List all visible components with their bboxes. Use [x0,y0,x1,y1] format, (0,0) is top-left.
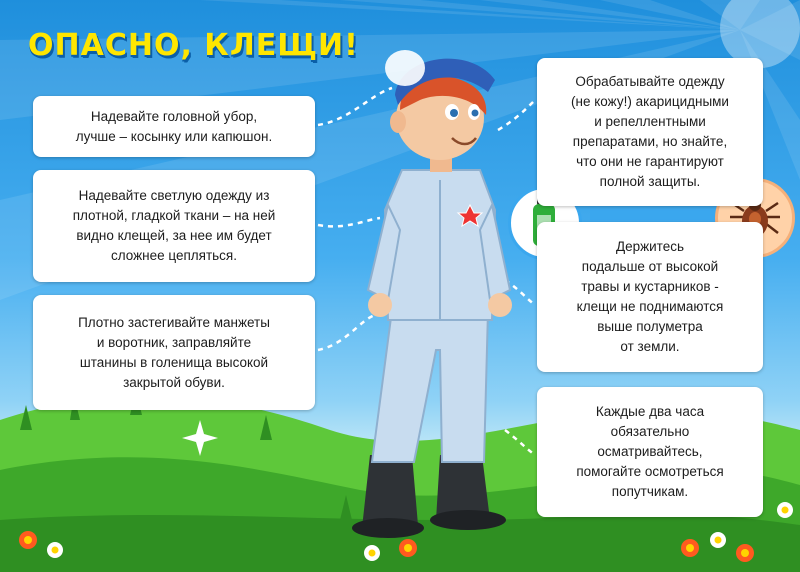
tip-text: Держитесь подальше от высокой травы и кустарников - клещи не поднимаются выше полуметра от земли. [576,239,724,354]
tip-text: Каждые два часа обязательно осматривайтесь, помогайте осмотреться попутчикам. [576,404,724,499]
connector-bar [590,210,718,220]
tip-card-repellent [537,58,763,206]
tip-card-light-clothing [33,170,315,282]
tip-card-inspect [537,387,763,517]
tip-card-avoid-grass [537,222,763,372]
tip-card-headwear [33,96,315,157]
poster-title: ОПАСНО, КЛЕЩИ! [28,28,359,63]
tip-text: Плотно застегивайте манжеты и воротник, заправляйте штанины в голенища высокой закрытой обуви. [78,314,270,390]
tip-text: Надевайте головной убор, лучше – косынку или капюшон. [75,108,273,144]
boy-illustration [352,50,512,538]
sparkle-icon [182,420,218,456]
tip-text: Надевайте светлую одежду из плотной, гладкой ткани – на ней видно клещей, за нее им будет сложнее цепляться. [72,188,276,263]
tip-card-cuffs-boots [33,295,315,410]
tip-text: Обрабатывайте одежду (не кожу!) акарицидными и репеллентными препаратами, но знайте, что они не гарантируют полной защиты. [571,74,729,189]
